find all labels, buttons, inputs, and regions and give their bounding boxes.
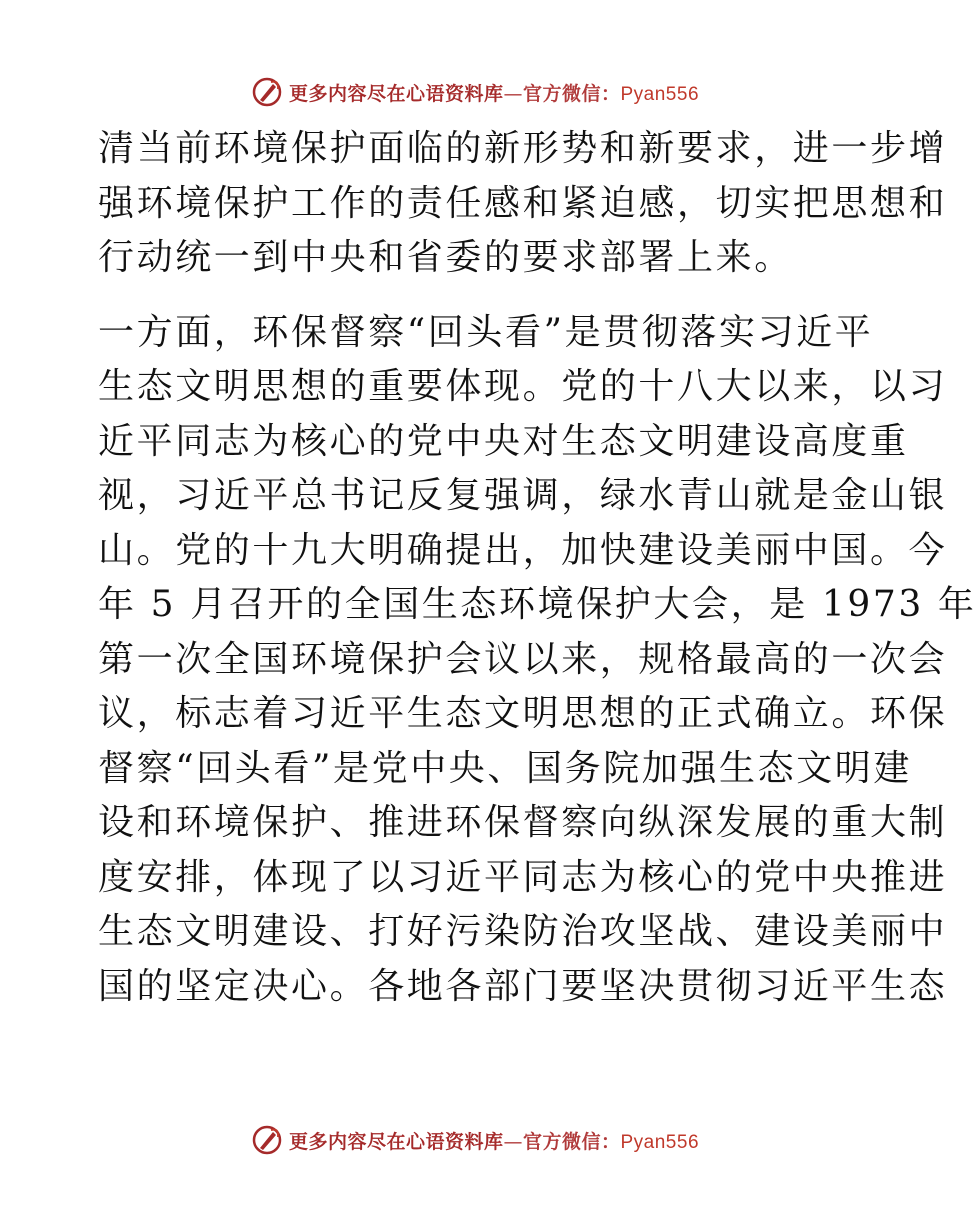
quill-logo-icon [251,76,283,108]
text-line: 议，标志着习近平生态文明思想的正式确立。环保 [98,693,948,734]
text-line: 山。党的十九大明确提出，加快建设美丽中国。今 [98,529,948,571]
watermark-brand: 更多内容尽在心语资料库 [288,1130,504,1153]
paragraph-1 [98,122,948,286]
watermark-wechat-label: 官方微信： [522,1130,621,1153]
text-line: 国的坚定决心。各地各部门要坚决贯彻习近平生态 [98,965,948,1007]
text-line: 一方面，环保督察“回头看”是贯彻落实习近平 [98,311,874,353]
watermark-wechat-id: Pyan556 [620,83,700,105]
footer-watermark [0,1120,950,1160]
paragraph-gap [98,286,850,306]
text-line: 度安排，体现了以习近平同志为核心的党中央推进 [98,856,948,898]
watermark-dash: — [503,82,523,105]
text-line: 视，习近平总书记反复强调，绿水青山就是金山银 [98,475,948,516]
watermark-text [289,79,699,106]
text-line: 督察“回头看”是党中央、国务院加强生态文明建 [98,747,913,789]
watermark-dash: — [503,1130,523,1153]
quill-logo-icon [251,1124,283,1156]
watermark-wechat-id: Pyan556 [620,1131,700,1153]
watermark-brand: 更多内容尽在心语资料库 [288,82,504,105]
text-line: 清当前环境保护面临的新形势和新要求，进一步增 [98,128,948,169]
document-body [98,122,977,1014]
text-line: 生态文明建设、打好污染防治攻坚战、建设美丽中 [98,911,948,952]
watermark-wechat-label: 官方微信： [522,82,621,105]
text-line: 设和环境保护、推进环保督察向纵深发展的重大制 [98,802,948,843]
text-line: 行动统一到中央和省委的要求部署上来。 [98,237,793,278]
header-watermark [0,72,950,112]
text-line: 近平同志为核心的党中央对生态文明建设高度重 [98,420,909,462]
text-line: 年 5 月召开的全国生态环境保护大会，是 1973 年 [98,584,977,625]
text-line: 第一次全国环境保护会议以来，规格最高的一次会 [98,638,948,680]
watermark-text [289,1127,699,1154]
text-line: 生态文明思想的重要体现。党的十八大以来，以习 [98,366,948,407]
paragraph-2 [98,306,977,1015]
text-line: 强环境保护工作的责任感和紧迫感，切实把思想和 [98,182,948,224]
